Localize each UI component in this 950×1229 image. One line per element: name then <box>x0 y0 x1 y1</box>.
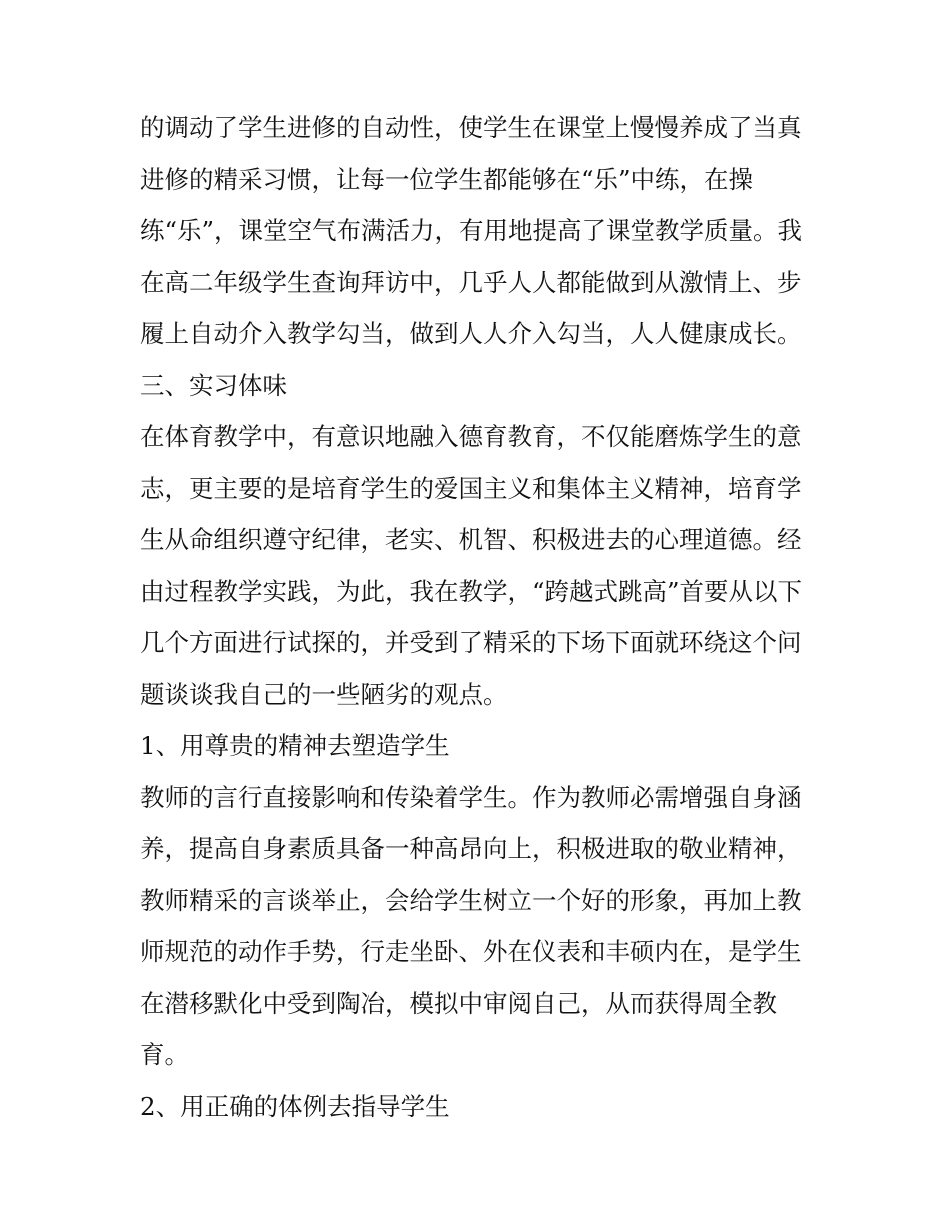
body-line: 育。 <box>140 1040 189 1069</box>
section-heading: 三、实习体味 <box>140 370 287 400</box>
body-line: 志，更主要的是培育学生的爱国主义和集体主义精神，培育学 <box>140 473 802 503</box>
body-line: 师规范的动作手势，行走坐卧、外在仪表和丰硕内在，是学生 <box>140 937 802 966</box>
body-line: 在高二年级学生查询拜访中，几乎人人都能做到从激情上、步 <box>140 267 802 297</box>
body-line: 养，提高自身素质具备一种高昂向上，积极进取的敬业精神， <box>140 834 802 863</box>
subsection-heading: 2、用正确的体例去指导学生 <box>140 1091 450 1121</box>
body-line: 几个方面进行试探的，并受到了精采的下场下面就环绕这个问 <box>140 628 802 657</box>
body-line: 题谈谈我自己的一些陋劣的观点。 <box>140 679 508 709</box>
body-line: 练“乐”，课堂空气布满活力，有用地提高了课堂教学质量。我 <box>140 216 803 245</box>
body-line: 在体育教学中，有意识地融入德育教育，不仅能磨炼学生的意 <box>140 422 802 451</box>
body-line: 生从命组织遵守纪律，老实、机智、积极进去的心理道德。经 <box>140 525 802 554</box>
body-line: 在潜移默化中受到陶冶，模拟中审阅自己，从而获得周全教 <box>140 988 777 1018</box>
body-line: 教师精采的言谈举止，会给学生树立一个好的形象，再加上教 <box>140 885 802 915</box>
body-line: 履上自动介入教学勾当，做到人人介入勾当，人人健康成长。 <box>140 319 802 348</box>
document-body <box>140 102 820 1132</box>
body-line: 由过程教学实践，为此，我在教学，“跨越式跳高”首要从以下 <box>140 576 803 606</box>
body-line: 进修的精采习惯，让每一位学生都能够在“乐”中练，在操 <box>140 164 754 194</box>
body-line: 教师的言行直接影响和传染着学生。作为教师必需增强自身涵 <box>140 782 802 812</box>
body-line: 的调动了学生进修的自动性，使学生在课堂上慢慢养成了当真 <box>140 113 802 142</box>
subsection-heading: 1、用尊贵的精神去塑造学生 <box>140 731 450 760</box>
